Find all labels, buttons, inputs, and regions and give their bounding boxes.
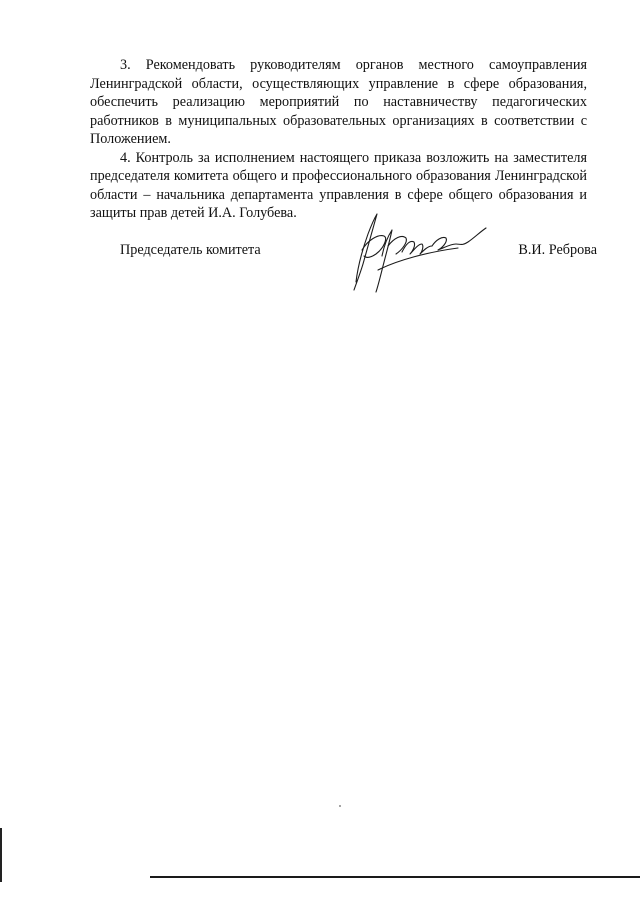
- signatory-title: Председатель комитета: [120, 242, 261, 258]
- signatory-name: В.И. Реброва: [518, 242, 597, 258]
- scan-edge-mark: [0, 828, 2, 882]
- paragraph-4: 4. Контроль за исполнением настоящего приказа возложить на заместителя председателя комитета общего и профессионального образования Ленинградской области – начальника департамента управления в сфере общего образования и защиты прав детей И.А. Голубева.: [90, 149, 587, 221]
- document-body: [90, 56, 587, 223]
- paragraph-3: 3. Рекомендовать руководителям органов местного самоуправления Ленинградской области, осуществляющих управление в сфере образования, обеспечить реализацию мероприятий по наставничеству педагогических работников в муниципальных образовательных организациях в соответствии с Положением.: [90, 57, 587, 147]
- handwritten-signature: [338, 210, 498, 295]
- scan-dot: [339, 805, 341, 807]
- scan-bottom-line: [150, 876, 640, 878]
